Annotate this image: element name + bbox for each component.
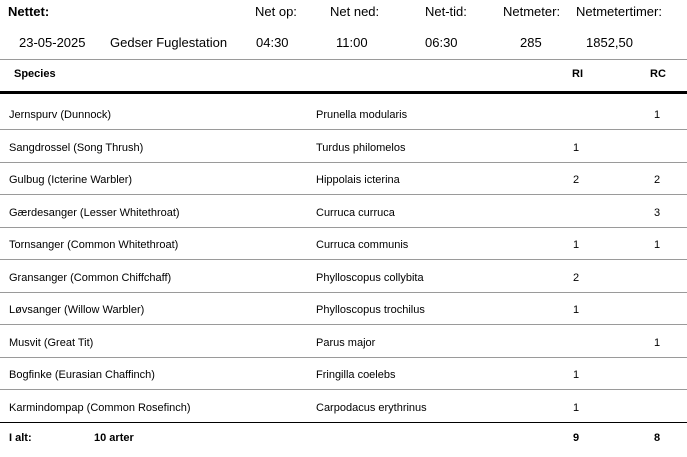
rc-count: 1 [654,336,661,349]
column-header-divider [0,91,687,94]
species-name: Sangdrossel (Song Thrush) [9,141,144,154]
latin-name: Phylloscopus collybita [316,271,424,284]
total-species-count: 10 arter [94,432,134,444]
latin-name: Curruca curruca [316,206,395,219]
latin-name: Carpodacus erythrinus [316,401,427,414]
species-name: Karmindompap (Common Rosefinch) [9,401,191,414]
ri-count: 1 [573,304,580,316]
net-ned-label: Net ned: [330,4,380,19]
table-row [0,162,687,194]
netmetertimer-label: Netmetertimer: [576,4,662,19]
species-name: Gulbug (Icterine Warbler) [9,174,133,186]
species-name: Løvsanger (Willow Warbler) [9,304,145,316]
date-value: 23-05-2025 [19,35,86,50]
nettet-label: Nettet: [8,4,50,19]
netmeter-value: 285 [520,35,542,50]
station-value: Gedser Fuglestation [110,35,228,50]
rc-count: 2 [654,174,661,186]
table-row [0,227,687,259]
total-divider [0,422,687,423]
latin-name: Turdus philomelos [316,141,406,154]
ri-count: 2 [573,174,580,186]
ri-count: 2 [573,271,580,284]
latin-name: Curruca communis [316,239,409,251]
rc-column-header: RC [650,68,666,80]
ri-count: 1 [573,141,580,154]
table-row [0,390,687,422]
table-row [0,357,687,389]
net-ned-value: 11:00 [336,35,368,50]
species-name: Gransanger (Common Chiffchaff) [9,271,172,284]
latin-name: Hippolais icterina [316,174,400,186]
ri-count: 1 [573,401,580,414]
table-row [0,130,687,162]
species-name: Jernspurv (Dunnock) [9,109,112,121]
rc-count: 1 [654,109,661,121]
species-name: Musvit (Great Tit) [9,336,94,349]
table-row [0,260,687,292]
total-label: I alt: [9,432,32,444]
netmeter-label: Netmeter: [503,4,561,19]
latin-name: Fringilla coelebs [316,369,396,381]
ri-column-header: RI [572,68,583,80]
table-row [0,325,687,357]
netmetertimer-value: 1852,50 [586,35,633,50]
latin-name: Phylloscopus trochilus [316,304,425,316]
latin-name: Prunella modularis [316,109,408,121]
total-ri: 9 [573,432,580,444]
species-name: Gærdesanger (Lesser Whitethroat) [9,206,180,219]
net-op-value: 04:30 [256,35,289,50]
ri-count: 1 [573,239,580,251]
table-row [0,292,687,324]
rc-count: 3 [654,206,661,219]
net-tid-value: 06:30 [425,35,458,50]
table-row [0,97,687,129]
total-rc: 8 [654,432,661,444]
species-name: Tornsanger (Common Whitethroat) [9,239,179,251]
header-divider [0,59,687,60]
ri-count: 1 [573,369,580,381]
latin-name: Parus major [316,336,376,349]
net-tid-label: Net-tid: [425,4,467,19]
species-name: Bogfinke (Eurasian Chaffinch) [9,369,155,381]
table-row [0,195,687,227]
species-column-header: Species [14,68,56,80]
net-op-label: Net op: [255,4,297,19]
rc-count: 1 [654,239,661,251]
